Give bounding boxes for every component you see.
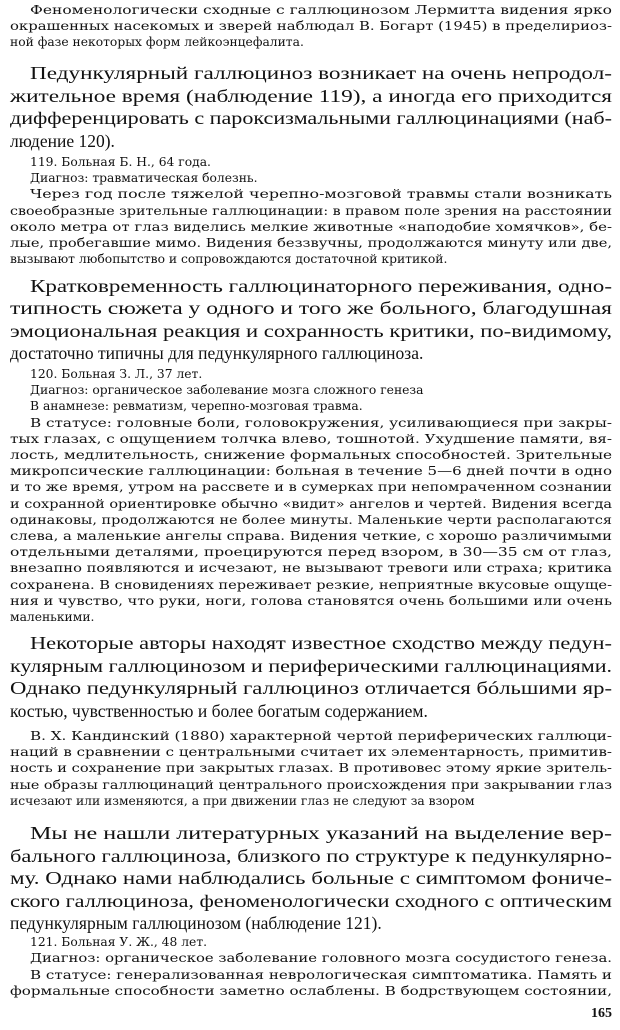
case-121-line: В статусе: генерализованная неврологическая симптоматика. Память и <box>30 967 612 982</box>
case-121-line: Диагноз: органическое заболевание головного мозга сосудистого генеза. <box>30 951 612 966</box>
citation-line: исчезают или изменяются, а при движении глаз не следуют за взором <box>10 793 475 808</box>
page-number: 165 <box>591 1006 612 1021</box>
intro-line: Феноменологически сходные с галлюцинозом Лермитта видения ярко <box>30 3 612 17</box>
citation-line: В. Х. Кандинский (1880) характерной чертой периферических галлюци- <box>30 729 612 743</box>
case-119-line: вызывают любопытство и сопровождаются достаточной критикой. <box>10 252 448 267</box>
case-120-line: сохранена. В сновидениях переживает резкие, неприятные вкусовые ощуще- <box>10 577 612 592</box>
case-119-line: лые, пробегавшие мимо. Видения беззвучны, продолжаются минуту или две, <box>10 236 612 250</box>
paragraph-line: Педункулярный галлюциноз возникает на очень непродол- <box>30 63 612 83</box>
case-120-line: Диагноз: органическое заболевание мозга сложного генеза <box>30 383 424 398</box>
paragraph-line: достаточно типичны для педункулярного галлюциноза. <box>10 342 424 363</box>
paragraph-line: Мы не нашли литературных указаний на выделение вер- <box>30 823 612 843</box>
case-120-line: тых глазах, с ощущением толчка влево, тошнотой. Ухудшение памяти, вя- <box>10 431 612 446</box>
case-119-line: около метра от глаз виделись мелкие животные «наподобие хомячков», бе- <box>10 219 612 234</box>
case-120-line: маленькими. <box>10 610 95 624</box>
paragraph-line: дифференцировать с пароксизмальными галлюцинациями (наб- <box>10 108 612 128</box>
paragraph-line: Однако педункулярный галлюциноз отличается бóльшими яр- <box>10 678 612 698</box>
case-120-line: микропсические галлюцинации: больная в течение 5—6 дней почти в одно <box>10 464 612 479</box>
paragraph-line: эмоциональная реакция и сохранность критики, по-видимому, <box>10 320 612 341</box>
paragraph-line: му. Однако нами наблюдались больные с симптомом фониче- <box>10 868 612 888</box>
citation-line: наций в сравнении с центральными считает их элементарность, примитив- <box>10 745 612 760</box>
case-120-line: 120. Больная З. Л., 37 лет. <box>30 367 203 381</box>
paragraph-line: кулярным галлюцинозом и периферическими галлюцинациями. <box>10 655 612 676</box>
paragraph-line: людение 120). <box>10 130 115 151</box>
case-119-line: Через год после тяжелой черепно-мозговой травмы стали возникать <box>30 187 612 202</box>
case-120-line: и то же время, утром на рассвете и в сумерках при непомраченном сознании <box>10 480 612 495</box>
case-120-line: отдельными деталями, проецируются перед взором, в 30—35 см от глаз, <box>10 545 612 560</box>
case-120-line: одинаковы, продолжаются не более минуты. Маленькие черти располагаются <box>10 512 612 527</box>
case-120-line: В статусе: головные боли, головокружения, усиливающиеся при закры- <box>30 415 612 430</box>
case-120-line: внезапно появляются и исчезают, не вызывают тревоги или страха; критика <box>10 561 612 576</box>
paragraph-line: костью, чувственностью и более богатым содержанием. <box>10 700 428 721</box>
case-121-line: формальные способности заметно ослаблены. В бодрствующем состоянии, <box>10 984 612 999</box>
paragraph-line: жительное время (наблюдение 119), а иногда его приходится <box>10 85 612 106</box>
paragraph-line: бального галлюциноза, близкого по структуре к педункулярно- <box>10 845 612 866</box>
paragraph-line: Кратковременность галлюцинаторного переживания, одно- <box>30 276 612 296</box>
paragraph-line: Некоторые авторы находят известное сходство между педун- <box>30 633 612 653</box>
case-119-line: 119. Больная Б. Н., 64 года. <box>30 155 211 169</box>
paragraph-line: педункулярным галлюцинозом (наблюдение 121). <box>10 913 382 933</box>
citation-line: ность и сохранение при закрытых глазах. В противовес этому яркие зритель- <box>10 761 612 776</box>
paragraph-line: типность сюжета у одного и того же больного, благодушная <box>10 298 612 319</box>
intro-line: окрашенных насекомых и зверей наблюдал В. Богарт (1945) в пределириоз- <box>10 19 612 33</box>
citation-line: ные образы галлюцинаций центрального происхождения при закрывании глаз <box>10 777 612 792</box>
case-121-line: 121. Больная У. Ж., 48 лет. <box>30 935 208 949</box>
case-119-line: Диагноз: травматическая болезнь. <box>30 171 258 186</box>
case-120-line: и сохранной ориентировке обычно «видит» ангелов и чертей. Видения всегда <box>10 496 612 511</box>
case-120-line: ния и чувство, что руки, ноги, голова становятся очень большими или очень <box>10 593 612 608</box>
paragraph-line: ского галлюциноза, феноменологически сходного с оптическим <box>10 890 612 911</box>
case-120-line: лость, медлительность, снижение формальных способностей. Зрительные <box>10 448 612 462</box>
case-120-line: слева, а маленькие ангелы справа. Видения четкие, с хорошо различимыми <box>10 529 612 543</box>
intro-line: ной фазе некоторых форм лейкоэнцефалита. <box>10 35 304 49</box>
case-119-line: своеобразные зрительные галлюцинации: в правом поле зрения на расстоянии <box>10 203 612 218</box>
case-120-line: В анамнезе: ревматизм, черепно-мозговая травма. <box>30 399 363 414</box>
